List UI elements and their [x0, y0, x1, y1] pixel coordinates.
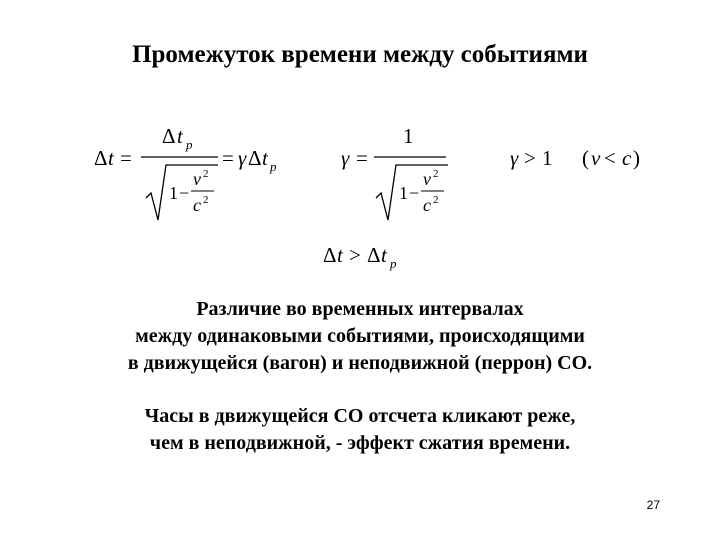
paragraph-line: Различие во временных интервалах	[196, 298, 524, 320]
delta-symbol: Δ	[323, 243, 337, 267]
p-subscript: p	[390, 256, 397, 271]
gamma-symbol: γ	[510, 146, 519, 170]
delta-symbol: Δ	[94, 146, 108, 170]
greater-sign: >	[524, 146, 536, 170]
paragraph-line: чем в неподвижной, - эффект сжатия времени.	[149, 432, 571, 454]
formula-gamma	[341, 124, 448, 220]
delta-symbol: Δ	[367, 243, 381, 267]
v-symbol: v	[193, 169, 201, 189]
t-symbol: t	[337, 243, 343, 267]
one-symbol: 1	[542, 146, 553, 170]
gamma-symbol: γ	[238, 146, 247, 170]
delta-symbol: Δ	[162, 124, 176, 148]
formula-inequality	[323, 243, 397, 271]
t-symbol: t	[108, 146, 114, 170]
open-paren: (	[582, 146, 589, 170]
square-exponent: 2	[203, 168, 209, 180]
t-symbol: t	[262, 146, 268, 170]
close-paren: )	[633, 146, 640, 170]
c-symbol: c	[193, 195, 201, 215]
square-exponent: 2	[433, 168, 439, 180]
p-subscript: p	[270, 159, 277, 174]
equals-sign: =	[356, 146, 368, 170]
t-symbol: t	[177, 124, 183, 148]
paragraph-line: между одинаковыми событиями, происходящими	[135, 325, 585, 347]
greater-sign: >	[349, 243, 361, 267]
delta-symbol: Δ	[248, 146, 262, 170]
minus-sign: −	[409, 183, 420, 203]
page-number: 27	[646, 498, 660, 512]
one-symbol: 1	[399, 183, 408, 203]
one-symbol: 1	[403, 124, 414, 148]
v-symbol: v	[591, 146, 601, 170]
paragraph-line: Часы в движущейся СО отсчета кликают реже,	[144, 405, 576, 427]
c-symbol: c	[622, 146, 632, 170]
slide-title: Промежуток времени между событиями	[132, 41, 588, 68]
explanation-paragraph	[0, 296, 720, 377]
square-exponent: 2	[203, 194, 209, 206]
one-symbol: 1	[169, 183, 178, 203]
minus-sign: −	[179, 183, 190, 203]
equals-sign: =	[222, 146, 234, 170]
equals-sign: =	[120, 146, 132, 170]
formula-time-dilation	[94, 124, 277, 220]
gamma-symbol: γ	[341, 146, 350, 170]
v-symbol: v	[423, 169, 431, 189]
t-symbol: t	[381, 243, 387, 267]
conclusion-paragraph	[0, 403, 720, 457]
square-exponent: 2	[433, 194, 439, 206]
paragraph-line: в движущейся (вагон) и неподвижной (перрон) СО.	[127, 352, 593, 374]
p-subscript: p	[186, 137, 193, 152]
formula-gamma-condition	[510, 146, 640, 170]
c-symbol: c	[423, 195, 431, 215]
less-sign: <	[604, 146, 616, 170]
